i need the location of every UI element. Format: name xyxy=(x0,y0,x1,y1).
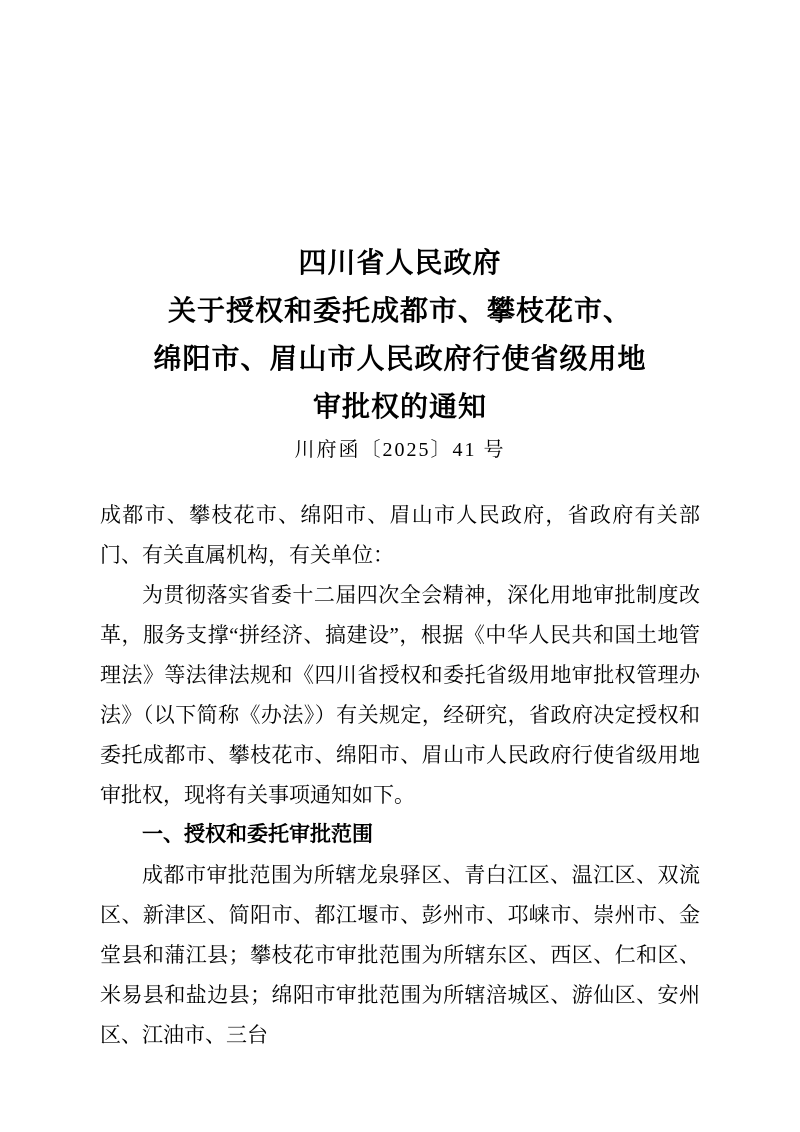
title-line-3: 绵阳市、眉山市人民政府行使省级用地 xyxy=(153,344,647,375)
title-line-2: 关于授权和委托成都市、攀枝花市、 xyxy=(167,296,632,327)
intro-paragraph: 为贯彻落实省委十二届四次全会精神，深化用地审批制度改革，服务支撑“拼经济、搞建设”，根据《中华人民共和国土地管理法》等法律法规和《四川省授权和委托省级用地审批权管理办法》（以下简称《办法》）有关规定，经研究，省政府决定授权和委托成都市、攀枝花市、绵阳市、眉山市人民政府行使省级用地审批权，现将有关事项通知如下。 xyxy=(100,583,700,807)
document-body xyxy=(100,495,700,1055)
title-line-4: 审批权的通知 xyxy=(312,392,487,423)
section-paragraph: 成都市审批范围为所辖龙泉驿区、青白江区、温江区、双流区、新津区、简阳市、都江堰市、彭州市、邛崃市、崇州市、金堂县和蒲江县；攀枝花市审批范围为所辖东区、西区、仁和区、米易县和盐边县；绵阳市审批范围为所辖涪城区、游仙区、安州区、江油市、三台 xyxy=(100,863,700,1047)
addressee-paragraph: 成都市、攀枝花市、绵阳市、眉山市人民政府，省政府有关部门、有关直属机构，有关单位： xyxy=(100,503,700,567)
section-heading-1: 一、授权和委托审批范围 xyxy=(142,823,373,846)
document-number: 川府函〔2025〕41 号 xyxy=(294,439,506,461)
title-line-1: 四川省人民政府 xyxy=(298,248,502,279)
document-title xyxy=(0,0,800,432)
